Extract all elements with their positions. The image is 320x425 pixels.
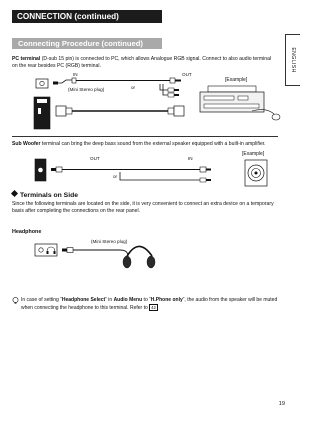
pc-plug-label: (Mini Stereo plug) bbox=[68, 87, 105, 92]
headphone-select-term: Headphone Select bbox=[61, 297, 106, 303]
sw-or-label: or bbox=[113, 174, 118, 179]
headphone-title: Headphone bbox=[12, 229, 42, 235]
pc-terminal-label: PC terminal bbox=[12, 56, 41, 62]
page-number: 19 bbox=[278, 401, 285, 407]
pc-or-label: or bbox=[131, 85, 136, 90]
sub-woofer-text: terminal can bring the deep bass sound from the external speaker equipped with a built-in amplifier. bbox=[40, 141, 266, 147]
headphone-jack-panel bbox=[35, 244, 57, 256]
pc-example-label: [Example] bbox=[225, 77, 248, 83]
audio-menu-term: Audio Menu bbox=[113, 297, 143, 303]
sub-woofer-label: Sub Woofer bbox=[12, 141, 41, 147]
headphone-note: In case of setting “Headphone Select” in Audio Menu to “H.Phone only”, the audio from the speaker will be muted when connecting the headphone to this terminal. Refer to 42 bbox=[21, 297, 278, 311]
terminals-on-side-text: Since the following terminals are located on the side, it is very convenient to connect an extra device on a temporary basis after completing the connections on the rear panel. bbox=[12, 201, 274, 214]
sw-out-label: OUT bbox=[90, 156, 100, 161]
headphone-ear-left bbox=[123, 256, 131, 268]
headphone-ear-right bbox=[147, 256, 155, 268]
sw-in-label: IN bbox=[188, 156, 193, 161]
pc-terminal-text: (D-sub 15 pin) is connected to PC, which allows Analogue RGB signal. Connect to also audio terminal on the rear besides PC (RGB) terminal. bbox=[12, 56, 272, 69]
sw-example-label: [Example] bbox=[242, 151, 265, 157]
language-label: ENGLISH bbox=[290, 47, 296, 73]
pc-out-label: OUT bbox=[182, 72, 192, 77]
section-title: CONNECTION (continued) bbox=[12, 10, 162, 23]
page-reference-link[interactable]: 42 bbox=[151, 304, 156, 310]
terminals-on-side-title: Terminals on Side bbox=[20, 192, 79, 199]
subsection-title: Connecting Procedure (continued) bbox=[12, 38, 162, 49]
hphone-only-term: H.Phone only bbox=[150, 297, 183, 303]
pc-in-label: IN bbox=[73, 72, 78, 77]
headphone-plug-label: (Mini Stereo plug) bbox=[91, 239, 128, 244]
